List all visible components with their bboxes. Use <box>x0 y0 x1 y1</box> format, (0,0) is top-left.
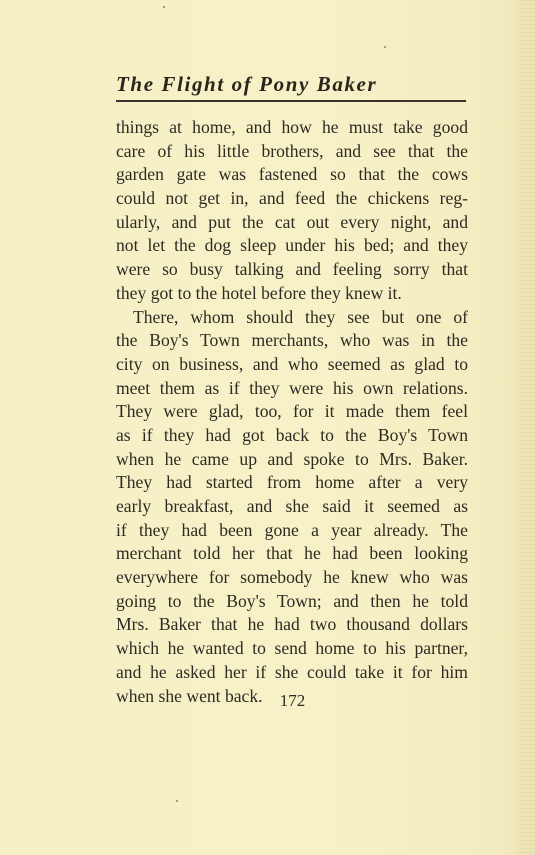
text-line: meet them as if they were his own relations. <box>116 377 468 398</box>
text-line: not let the dog sleep under his bed; and they <box>116 235 468 256</box>
page-edge <box>519 0 535 855</box>
text-line: if they had been gone a year already. The <box>116 519 468 540</box>
body-text <box>116 116 468 708</box>
running-title: The Flight of Pony Baker <box>116 72 378 96</box>
text-line: garden gate was fastened so that the cows <box>116 164 468 185</box>
text-line: things at home, and how he must take good <box>116 117 468 137</box>
text-line: going to the Boy's Town; and then he told <box>116 590 468 611</box>
text-line: early breakfast, and she said it seemed as <box>116 496 468 516</box>
text-line: which he wanted to send home to his partner, <box>116 638 468 659</box>
text-line: everywhere for somebody he knew who was <box>116 567 468 588</box>
header-rule <box>116 100 466 102</box>
text-line: care of his little brothers, and see that the <box>116 140 468 161</box>
text-line: could not get in, and feed the chickens reg- <box>116 188 468 209</box>
text-line: when he came up and spoke to Mrs. Baker. <box>116 448 468 469</box>
text-line: They had started from home after a very <box>116 472 468 493</box>
text-line: merchant told her that he had been looking <box>116 543 468 564</box>
paragraph-end-line: when she went back. <box>116 685 263 706</box>
text-line: They were glad, too, for it made them feel <box>116 401 468 422</box>
text-line: the Boy's Town merchants, who was in the <box>116 330 468 351</box>
text-line: and he asked her if she could take it for him <box>116 661 468 682</box>
text-line: Mrs. Baker that he had two thousand dollars <box>116 614 468 635</box>
text-line: city on business, and who seemed as glad to <box>116 353 468 374</box>
running-header <box>116 70 466 98</box>
paragraph-start-line: There, whom should they see but one of <box>133 306 468 327</box>
text-line: as if they had got back to the Boy's Town <box>116 424 468 445</box>
text-line: were so busy talking and feeling sorry that <box>116 259 468 280</box>
paper-speck <box>163 6 165 8</box>
paragraph-end-line: they got to the hotel before they knew it. <box>116 282 402 303</box>
paper-speck <box>176 800 178 802</box>
paper-speck <box>384 46 386 48</box>
page-number: 172 <box>279 691 306 710</box>
text-line: ularly, and put the cat out every night, and <box>116 211 468 232</box>
